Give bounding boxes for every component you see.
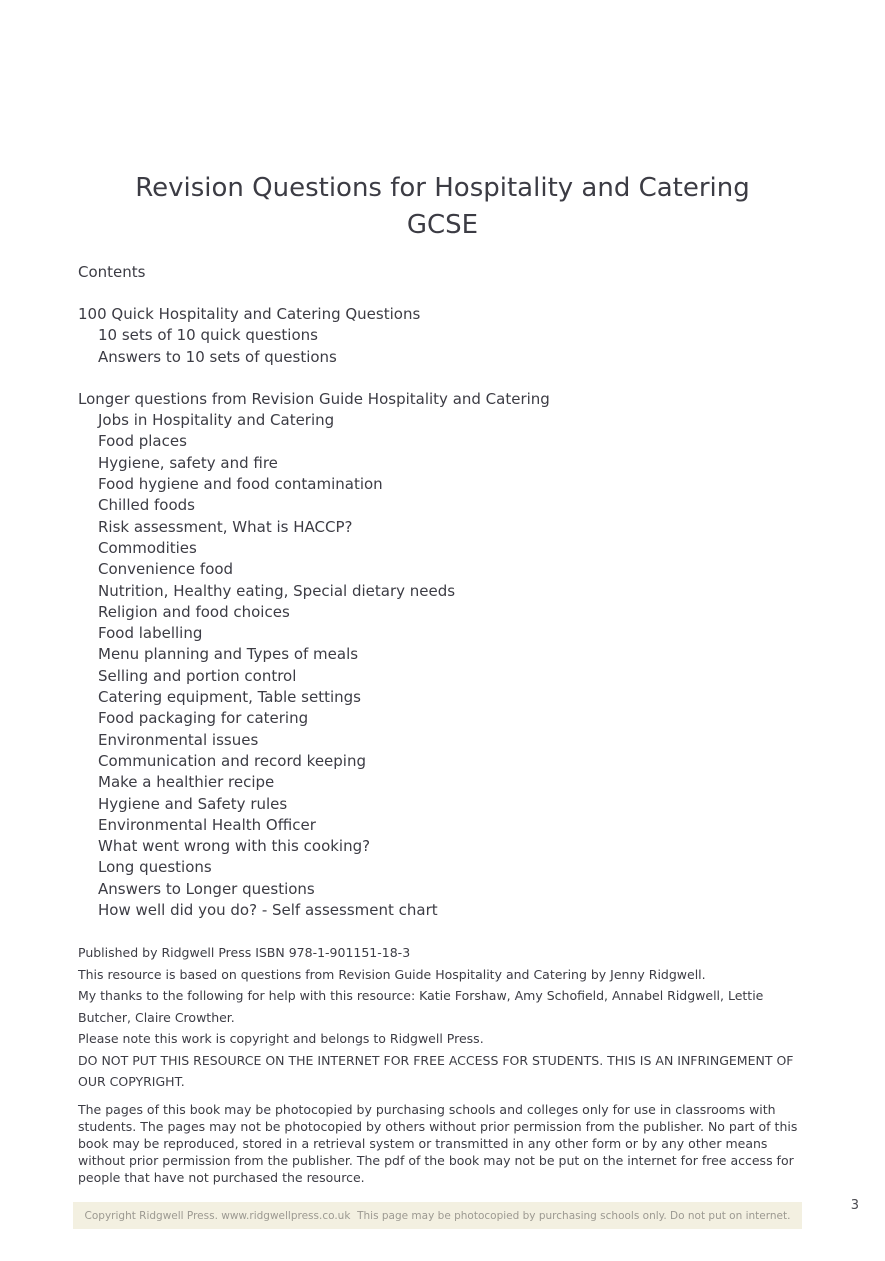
toc-item: Long questions <box>98 858 212 877</box>
toc-item: 10 sets of 10 quick questions <box>98 326 318 345</box>
toc-item: Food labelling <box>98 624 203 643</box>
footer-bar <box>73 1202 802 1229</box>
toc-item: Food places <box>98 432 187 451</box>
toc-item: Answers to Longer questions <box>98 879 315 898</box>
page-number: 3 <box>850 1198 859 1213</box>
toc-item: Religion and food choices <box>98 602 290 621</box>
contents-heading: Contents <box>78 263 146 281</box>
credits-resource-basis: This resource is based on questions from Revision Guide Hospitality and Catering by Jenny Ridgwell. <box>78 966 706 982</box>
credits-copyright-note: Please note this work is copyright and belongs to Ridgwell Press. <box>78 1031 484 1047</box>
credits-thanks: My thanks to the following for help with this resource: Katie Forshaw, Amy Schofield, Annabel Ridgwell, Lettie Butcher, Claire Crowther. <box>78 988 764 1025</box>
toc-item: What went wrong with this cooking? <box>98 837 371 856</box>
publication-credits <box>78 942 806 1093</box>
toc-item: Selling and portion control <box>98 666 297 685</box>
photocopy-legal-paragraph: The pages of this book may be photocopied by purchasing schools and colleges only for use in classrooms with students. The pages may not be photocopied by others without prior permission from the publisher. No part of this book may be reproduced, stored in a retrieval system or transmitted in any other form or by any other means without prior permission from the publisher. The pdf of the book may not be put on the internet for free access for people that have not purchased the resource. <box>78 1101 798 1185</box>
toc-item: Menu planning and Types of meals <box>98 645 359 664</box>
toc-item: Convenience food <box>98 560 234 579</box>
toc-section-quick-questions <box>78 304 806 368</box>
toc-item: Hygiene, safety and fire <box>98 453 278 472</box>
credits-published-by: Published by Ridgwell Press ISBN 978-1-901151-18-3 <box>78 945 411 961</box>
toc-item: Chilled foods <box>98 496 195 515</box>
toc-item: Food packaging for catering <box>98 709 309 728</box>
toc-item: Environmental issues <box>98 730 259 749</box>
toc-section-heading: 100 Quick Hospitality and Catering Questions <box>78 305 421 323</box>
page-title-line2: GCSE <box>406 210 479 240</box>
content-column <box>78 262 806 1186</box>
toc-item: Commodities <box>98 538 197 557</box>
toc-section-heading: Longer questions from Revision Guide Hospitality and Catering <box>78 389 550 408</box>
toc-item: Nutrition, Healthy eating, Special dietary needs <box>98 581 456 600</box>
toc-item: Answers to 10 sets of questions <box>98 347 337 366</box>
toc-item: Make a healthier recipe <box>98 773 275 792</box>
toc-item: Environmental Health Officer <box>98 815 316 834</box>
footer-copyright-text: Copyright Ridgwell Press. www.ridgwellpress.co.uk This page may be photocopied by purchasing schools only. Do not put on internet. <box>84 1209 791 1222</box>
toc-section-longer-questions <box>78 389 806 921</box>
toc-item: Food hygiene and food contamination <box>98 475 383 494</box>
toc-item: Jobs in Hospitality and Catering <box>98 411 335 430</box>
credits-internet-warning: DO NOT PUT THIS RESOURCE ON THE INTERNET FOR FREE ACCESS FOR STUDENTS. THIS IS AN INFRINGEMENT OF OUR COPYRIGHT. <box>78 1052 794 1090</box>
toc-item: Catering equipment, Table settings <box>98 688 361 707</box>
page-title <box>0 0 885 244</box>
toc-item: How well did you do? - Self assessment chart <box>98 901 438 920</box>
toc-item: Communication and record keeping <box>98 751 366 770</box>
toc-item: Risk assessment, What is HACCP? <box>98 517 353 536</box>
page-title-line1: Revision Questions for Hospitality and Catering <box>135 173 750 203</box>
toc-item: Hygiene and Safety rules <box>98 794 288 813</box>
